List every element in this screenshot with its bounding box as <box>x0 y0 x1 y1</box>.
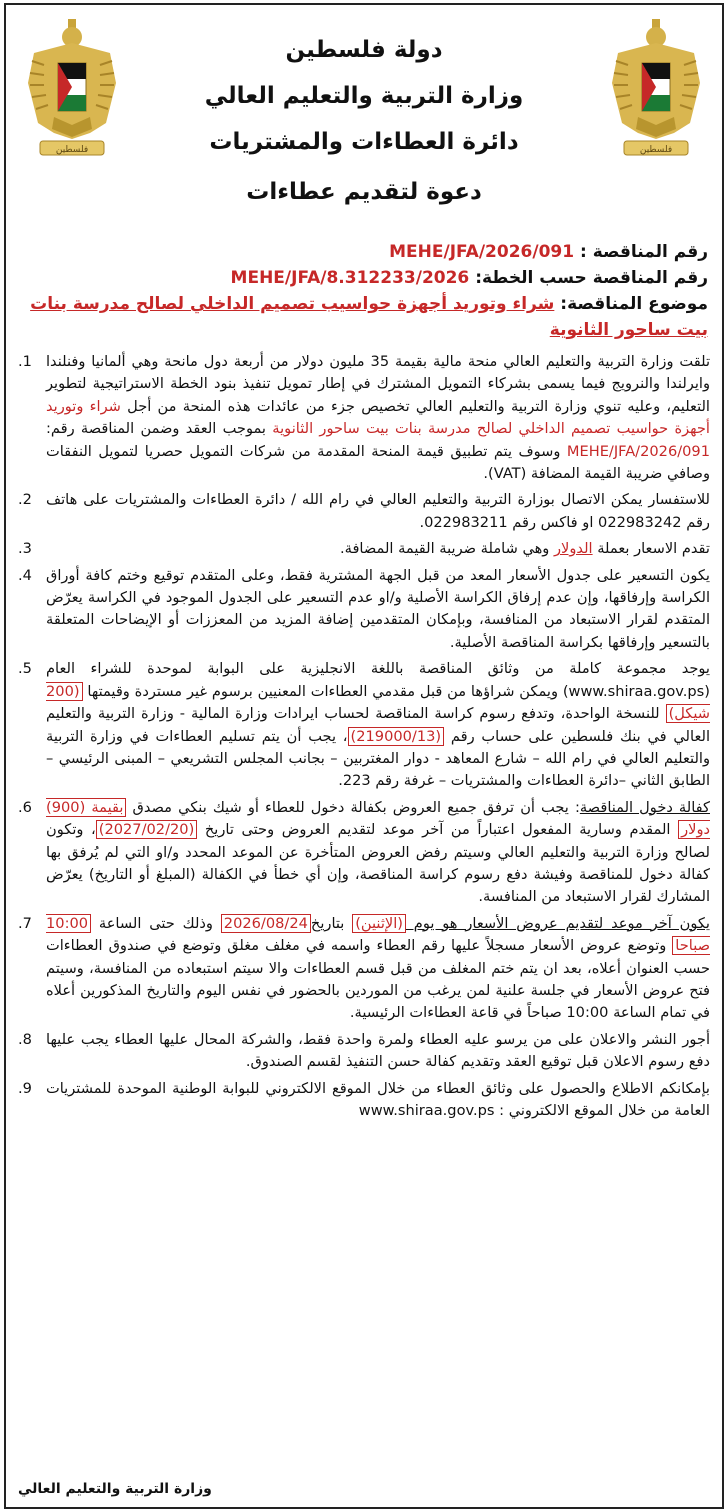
tender-number-row <box>18 239 708 265</box>
tender-meta <box>18 239 708 343</box>
emblem-caption: فلسطين <box>55 145 89 155</box>
subject-label: موضوع المناقصة: <box>560 294 708 314</box>
signature: وزارة التربية والتعليم العالي <box>18 1481 212 1497</box>
plan-number-value: MEHE/JFA/8.312233/2026 <box>230 268 470 288</box>
item-number: 8. <box>18 1030 32 1048</box>
document-header <box>156 27 572 215</box>
item-number: 5. <box>18 660 32 678</box>
ministry-name: وزارة التربية والتعليم العالي <box>204 83 524 109</box>
document-title: دعوة لتقديم عطاءات <box>246 179 482 205</box>
list-item: يوجد مجموعة كاملة من وثائق المناقصة باللغة الانجليزية على البوابة لموحدة للشراء العام (www.shiraa.gov.ps) ويمكن شراؤها من قبل مقدمي العطاءات المعنيين برسوم غير مستردة وقيمتها (200 شيكل) للنسخة الواحدة، وتدفع رسوم كراسة المناقصة لحساب ايرادات وزارة المالية - وزارة التربية والتعليم العالي في بنك فلسطين على حساب رقم (219000/13)، يجب أن يتم تسليم العطاءات في وزارة التربية والتعليم العالي في رام الله – شارع المعاهد - دوار المغتربين – بجانب المجلس التشريعي – المبنى الرئيسي –الطابق الثاني –دائرة العطاءات والمشتريات – غرفة رقم 223. 5. <box>18 658 710 792</box>
item-number: 2. <box>18 491 32 509</box>
item-number: 4. <box>18 566 32 584</box>
list-item: يكون التسعير على جدول الأسعار المعد من قبل الجهة المشترية فقط، وعلى المتقدم توقيع وختم كافة أوراق الكراسة وإرفاقها، وإن عدم إرفاق الكراسة الأصلية و/او عدم التسعير على الجدول الموجود في الكراسة يعرّض المتقدم لقرار الاستبعاد من المنافسة، وبإمكان المتقدمين إضافة المزيد من المعززات أو الإيضاحات المتعلقة بالتسعير وإرفاقها بكراسة المناقصة الأصلية. 4. <box>18 565 710 655</box>
state-name: دولة فلسطين <box>285 37 443 63</box>
item-number: 3. <box>18 540 32 558</box>
palestine-eagle-emblem-icon <box>24 13 120 163</box>
subject-row <box>18 291 708 343</box>
palestine-eagle-emblem-icon <box>608 13 704 163</box>
subject-value: شراء وتوريد أجهزة حواسيب تصميم الداخلي لصالح مدرسة بنات بيت ساحور الثانوية <box>30 294 708 340</box>
list-item: كفالة دخول المناقصة: يجب أن ترفق جميع العروض بكفالة دخول للعطاء أو شيك بنكي مصدق بقيمة (900) دولار المقدم وسارية المفعول اعتباراً من آخر موعد لتقديم العروض وحتى تاريخ (2027/02/20)، وتكون لصالح وزارة التربية والتعليم العالي وسيتم رفض العروض المتأخرة عن الموعد المحدد و/او التي لم يُرفق بها كفالة دخول للمناقصة وفيشة دفع رسوم كراسة المناقصة، وإن أي خطأ في الكفالة (المبلغ أو التاريخ) يعرّض المشارك لقرار الاستبعاد من المنافسة. 6. <box>18 797 710 909</box>
terms-list <box>18 351 710 1126</box>
list-item: أجور النشر والاعلان على من يرسو عليه العطاء ولمرة واحدة فقط، والشركة المحال عليها العطاء يجب عليها دفع رسوم الاعلان قبل توقيع العقد وتقديم كفالة حسن التنفيذ لقسم الصندوق. 8. <box>18 1029 710 1074</box>
tender-announcement <box>4 3 724 1509</box>
list-item: للاستفسار يمكن الاتصال بوزارة التربية والتعليم العالي في رام الله / دائرة العطاءات والمشتريات على هاتف رقم 022983242 او فاكس رقم 022983211. 2. <box>18 489 710 534</box>
tender-number-value: MEHE/JFA/2026/091 <box>389 242 575 262</box>
item-number: 9. <box>18 1079 32 1097</box>
emblem-caption: فلسطين <box>639 145 673 155</box>
list-item: تقدم الاسعار بعملة الدولار وهي شاملة ضريبة القيمة المضافة. 3. <box>18 538 710 560</box>
item-number: 7. <box>18 914 32 932</box>
tender-number-label: رقم المناقصة : <box>579 242 708 262</box>
list-item: بإمكانكم الاطلاع والحصول على وثائق العطاء من خلال الموقع الالكتروني للبوابة الوطنية الموحدة للمشتريات العامة من خلال الموقع الالكتروني : www.shiraa.gov.ps 9. <box>18 1078 710 1123</box>
list-item: تلقت وزارة التربية والتعليم العالي منحة مالية بقيمة 35 مليون دولار من أربعة دول مانحة وهي ألمانيا وفنلندا وايرلندا والنرويج فيما يسمى بشركاء التمويل المشترك في إطار تمويل تنفيذ بنود الخطة الاستراتيجية لتطوير التعليم، وعليه تنوي وزارة التربية والتعليم العالي تخصيص جزء من عائدات هذه المنحة من أجل شراء وتوريد أجهزة حواسيب تصميم الداخلي لصالح مدرسة بنات بيت ساحور الثانوية بموجب العقد وضمن المناقصة رقم: MEHE/JFA/2026/091 وسوف يتم تطبيق قيمة المنحة المقدمة من شركات التمويل حصريا لتمويل النفقات وصافي ضريبة القيمة المضافة (VAT). 1. <box>18 351 710 485</box>
plan-number-label: رقم المناقصة حسب الخطة: <box>475 268 708 288</box>
item-number: 1. <box>18 353 32 370</box>
list-item: يكون آخر موعد لتقديم عروض الأسعار هو يوم (الإثنين) بتاريخ2026/08/24 وذلك حتى الساعة 10:00 صباحا وتوضع عروض الأسعار مسجلاً عليها رقم العطاء واسمه في مغلف مغلق وتوضع في صندوق العطاءات حسب العنوان أعلاه، بعد ان يتم ختم المغلف من قبل قسم العطاءات والا سيتم استبعاده من المنافسة، وسيتم فتح عروض الأسعار في جلسة علنية لمن يرغب من الموردين بالحضور في نفس اليوم والتاريخ المذكورين أعلاه في تمام الساعة 10:00 صباحاً في قاعة العطاءات الرئيسية. 7. <box>18 913 710 1025</box>
item-number: 6. <box>18 798 32 816</box>
department-name: دائرة العطاءات والمشتريات <box>209 129 519 155</box>
plan-number-row <box>18 265 708 291</box>
